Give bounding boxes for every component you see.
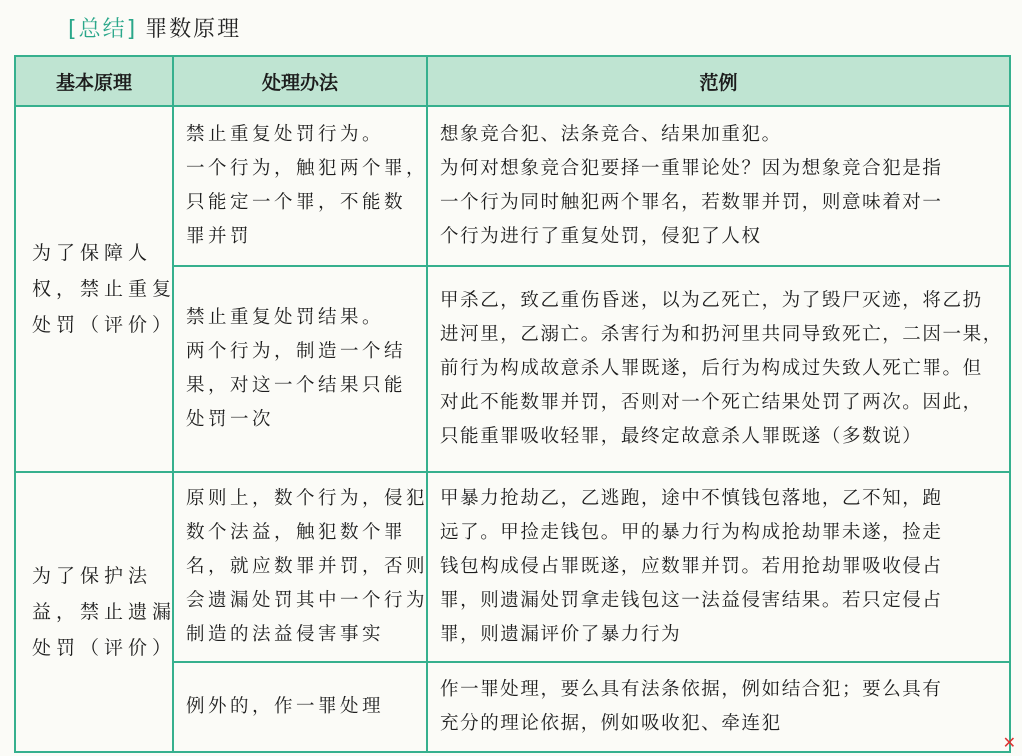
table-header-row — [15, 56, 1010, 106]
text-line: 作一罪处理，要么具有法条依据，例如结合犯；要么具有 — [440, 679, 943, 700]
summary-table — [14, 55, 1011, 753]
text-line: 甲杀乙，致乙重伤昏迷，以为乙死亡，为了毁尸灭迹，将乙扔 — [440, 290, 983, 311]
text-line: 进河里，乙溺亡。杀害行为和扔河里共同导致死亡，二因一果， — [440, 324, 1003, 345]
text-line: 益，禁止遗漏 — [32, 601, 177, 623]
text-line: 想象竞合犯、法条竞合、结果加重犯。 — [440, 124, 782, 145]
text-line: 名，就应数罪并罚，否则 — [186, 556, 429, 577]
method-cell — [173, 472, 427, 662]
text-line: 处罚（评价） — [32, 637, 177, 659]
section-title: 罪数原理 — [145, 17, 242, 42]
text-line: 为了保护法 — [32, 565, 153, 587]
text-line: 禁止重复处罚结果。 — [186, 307, 385, 328]
text-line: 原则上，数个行为，侵犯 — [186, 488, 429, 509]
text-line: 为了保障人 — [32, 242, 153, 264]
table-row — [15, 472, 1010, 662]
text-line: 前行为构成故意杀人罪既遂，后行为构成过失致人死亡罪。但 — [440, 358, 983, 379]
text-line: 罪，则遗漏评价了暴力行为 — [440, 624, 682, 645]
example-cell — [427, 662, 1010, 752]
text-line: 两个行为，制造一个结 — [186, 341, 407, 362]
method-cell — [173, 662, 427, 752]
text-line: 一个行为，触犯两个罪， — [186, 158, 429, 179]
text-line: 对此不能数罪并罚，否则对一个死亡结果处罚了两次。因此， — [440, 392, 983, 413]
example-cell — [427, 266, 1010, 472]
text-line: 钱包构成侵占罪既遂，应数罪并罚。若用抢劫罪吸收侵占 — [440, 556, 943, 577]
table-row — [15, 106, 1010, 266]
text-line: 甲暴力抢劫乙，乙逃跑，途中不慎钱包落地，乙不知，跑 — [440, 488, 943, 509]
text-line: 罪并罚 — [186, 226, 253, 247]
text-line: 数个法益，触犯数个罪 — [186, 522, 407, 543]
example-cell — [427, 472, 1010, 662]
text-line: 一个行为同时触犯两个罪名，若数罪并罚，则意味着对一 — [440, 192, 943, 213]
principle-cell-human-rights — [15, 106, 177, 472]
principle-cell-legal-interests — [15, 472, 177, 752]
text-line: 会遗漏处罚其中一个行为 — [186, 590, 429, 611]
method-cell — [173, 266, 427, 472]
text-line: 禁止重复处罚行为。 — [186, 124, 385, 145]
text-line: 制造的法益侵害事实 — [186, 624, 385, 645]
text-line: 远了。甲捡走钱包。甲的暴力行为构成抢劫罪未遂，捡走 — [440, 522, 943, 543]
method-cell — [173, 106, 427, 266]
text-line: 例外的，作一罪处理 — [186, 696, 385, 717]
text-line: 只能定一个罪，不能数 — [186, 192, 407, 213]
text-line: 为何对想象竞合犯要择一重罪论处？因为想象竞合犯是指 — [440, 158, 943, 179]
scan-mark-icon: ✕ — [1002, 733, 1016, 752]
text-line: 果，对这一个结果只能 — [186, 375, 407, 396]
text-line: 充分的理论依据，例如吸收犯、牵连犯 — [440, 713, 782, 734]
text-line: 权，禁止重复 — [32, 278, 177, 300]
text-line: 只能重罪吸收轻罪，最终定故意杀人罪既遂（多数说） — [440, 426, 923, 447]
example-cell — [427, 106, 1010, 266]
text-line: 处罚一次 — [186, 409, 275, 430]
text-line: 个行为进行了重复处罚，侵犯了人权 — [440, 226, 762, 247]
text-line: 处罚（评价） — [32, 314, 177, 336]
header-principle: 基本原理 — [15, 56, 173, 106]
text-line: 罪，则遗漏处罚拿走钱包这一法益侵害结果。若只定侵占 — [440, 590, 943, 611]
section-heading — [68, 12, 241, 43]
header-example: 范例 — [427, 56, 1010, 106]
summary-tag: [总结] — [68, 17, 138, 42]
header-method: 处理办法 — [173, 56, 427, 106]
